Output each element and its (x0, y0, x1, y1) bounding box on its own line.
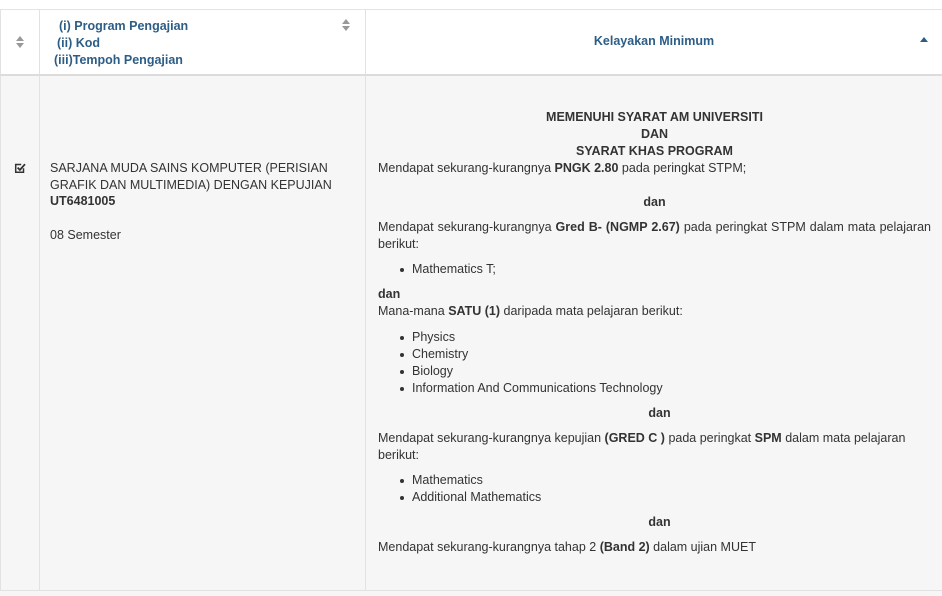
sort-asc-icon[interactable] (920, 37, 928, 42)
req-muet: Mendapat sekurang-kurangnya tahap 2 (Band 2) dalam ujian MUET (378, 540, 756, 554)
program-column-header[interactable] (40, 10, 366, 74)
req-heading-2: DAN (640, 127, 669, 141)
header-kod: (ii) Kod (57, 36, 101, 50)
req-satu: Mana-mana SATU (1) daripada mata pelajaran berikut: (378, 304, 683, 318)
sort-icon[interactable] (342, 19, 350, 31)
req-dan: dan (378, 287, 401, 301)
list-item: Additional Mathematics (378, 489, 931, 506)
select-cell[interactable] (0, 76, 40, 590)
list-item: Biology (378, 363, 931, 380)
req-pngk: Mendapat sekurang-kurangnya PNGK 2.80 pada peringkat STPM; (378, 161, 747, 175)
req-heading-1: MEMENUHI SYARAT AM UNIVERSITI (546, 110, 763, 124)
kelayakan-column-header[interactable] (366, 10, 942, 74)
req-spm: Mendapat sekurang-kurangnya kepujian (GRED C ) pada peringkat SPM dalam mata pelajaran berikut: (378, 431, 906, 462)
sort-icon[interactable] (16, 36, 24, 48)
spm-subject-list (378, 472, 931, 506)
program-header-lines (54, 18, 188, 69)
program-cell (40, 76, 366, 590)
stpm-subject-list (378, 261, 931, 278)
programs-table (0, 10, 942, 596)
header-program-pengajian: (i) Program Pengajian (59, 19, 189, 33)
req-dan: dan (648, 515, 671, 529)
satu-subject-list (378, 329, 931, 397)
program-code: UT6481005 (50, 194, 116, 208)
list-item: Mathematics T; (378, 261, 931, 278)
row-divider (0, 590, 942, 591)
top-strip (0, 0, 942, 10)
kelayakan-cell (366, 76, 942, 590)
req-dan: dan (643, 195, 666, 209)
list-item: Mathematics (378, 472, 931, 489)
select-column-header[interactable] (0, 10, 40, 74)
table-body (0, 76, 942, 596)
check-square-icon[interactable] (14, 162, 26, 174)
program-duration: 08 Semester (50, 228, 121, 242)
req-heading-3: SYARAT KHAS PROGRAM (576, 144, 733, 158)
header-kelayakan: Kelayakan Minimum (593, 34, 715, 48)
req-stpm: Mendapat sekurang-kurangnya Gred B- (NGMP 2.67) pada peringkat STPM dalam mata pelajaran berikut: (378, 220, 931, 251)
requirements (378, 109, 931, 556)
req-dan: dan (648, 406, 671, 420)
list-item: Information And Communications Technology (378, 380, 931, 397)
table-header (0, 10, 942, 76)
list-item: Physics (378, 329, 931, 346)
program-name: SARJANA MUDA SAINS KOMPUTER (PERISIAN GRAFIK DAN MULTIMEDIA) DENGAN KEPUJIAN (50, 161, 332, 192)
header-tempoh: (iii)Tempoh Pengajian (54, 53, 183, 67)
list-item: Chemistry (378, 346, 931, 363)
